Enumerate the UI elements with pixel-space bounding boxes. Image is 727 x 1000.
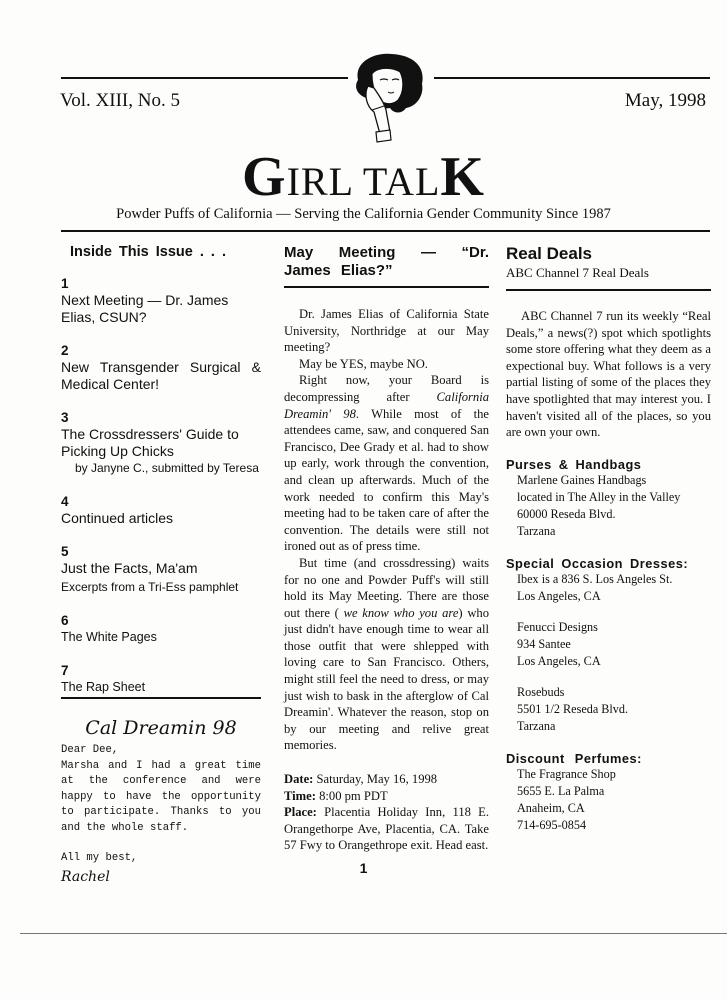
text-run: ) who just didn't have enough time to wear all those outfit that were shlepped with loving care to San Francisco. Others, might still feel the need to dress, or may just wish to bask in the afterglow of Cal Dreamin'. Whatever the reason, stop on by our meeting and relive great memories. [284, 605, 490, 753]
store-address: 5501 1/2 Reseda Blvd. [517, 701, 629, 716]
section-heading-purses: Purses & Handbags [506, 456, 642, 472]
meeting-paragraph: May be YES, maybe NO. [299, 356, 428, 371]
toc-item[interactable] [61, 662, 261, 699]
masthead-title [0, 145, 727, 209]
letter-body: Marsha and I had a great time at the conference and were happy to have the opportunity to participate. Thanks to you and the whole staff. [61, 759, 261, 834]
toc-heading: Inside This Issue . . . [70, 244, 227, 260]
store-city: Tarzana [517, 718, 556, 733]
masthead-tal: TAL [362, 159, 441, 204]
page-bottom-rule [20, 933, 727, 934]
toc-title: The White Pages [61, 630, 157, 644]
toc-item[interactable] [61, 409, 261, 477]
listing-purses [506, 472, 711, 540]
real-deals-article [506, 244, 711, 834]
listing-dresses [506, 571, 711, 735]
event-name-italic: California Dreamin' 98 [284, 389, 489, 421]
meeting-paragraph [284, 372, 489, 555]
logo-woman-telephone-icon [346, 50, 436, 144]
aside-italic: we know who you are [343, 605, 459, 620]
listing-perfumes [506, 766, 711, 834]
real-deals-header [506, 244, 711, 291]
place-value: Placentia Holiday Inn, 118 E. Orangethorpe Ave, Placentia, CA. Take 57 Fwy to Orangethrope exit. Head east. [284, 805, 489, 853]
toc-title: The Crossdressers' Guide to Picking Up Chicks [61, 426, 239, 459]
toc-item[interactable] [61, 493, 261, 527]
toc-item[interactable] [61, 612, 261, 646]
meeting-paragraph [284, 555, 489, 754]
letter-closing: All my best, [61, 852, 138, 864]
masthead-space [353, 159, 363, 204]
toc-item[interactable] [61, 543, 261, 596]
store-name: Marlene Gaines Handbags [517, 472, 647, 487]
real-deals-intro: ABC Channel 7 run its weekly “Real Deals,” a news(?) spot which spotlights some store offering what they deem as a expectional buy. What follows is a very partial listing of some of the places they have spotlighted that may interest you. I haven't visited all of the places, so you are own your own. [506, 309, 711, 440]
letter-salutation: Dear Dee, [61, 744, 119, 756]
page-number: 1 [359, 860, 368, 876]
toc-subtitle: Excerpts from a Tri-Ess pamphlet [61, 580, 239, 594]
time-label: Time: [284, 788, 316, 803]
toc-title: Just the Facts, Ma'am [61, 560, 198, 576]
toc-page-number: 3 [61, 410, 69, 425]
place-label: Place: [284, 805, 317, 820]
toc-title: Next Meeting — Dr. James Elias, CSUN? [61, 292, 229, 325]
meeting-body [284, 306, 489, 854]
date-label: Date: [284, 772, 314, 787]
masthead-rule [61, 230, 710, 232]
text-run: But time (and crossdressing) waits for no one and Powder Puff's will still hold its May Meeting. There are those out there ( [284, 555, 489, 620]
store-address: 5655 E. La Palma [517, 783, 605, 798]
date-value: Saturday, May 16, 1998 [313, 772, 438, 787]
toc-page-number: 7 [61, 663, 69, 678]
meeting-time [284, 788, 489, 805]
meeting-article [284, 244, 489, 854]
meeting-date [284, 771, 489, 788]
store-city: Los Angeles, CA [517, 588, 601, 603]
toc-byline: by Janyne C., submitted by Teresa [75, 461, 259, 475]
toc-title: Continued articles [61, 510, 174, 526]
meeting-place [284, 804, 489, 854]
toc-page-number: 2 [61, 343, 69, 358]
real-deals-subtitle: ABC Channel 7 Real Deals [506, 265, 649, 280]
letter-title: Cal Dreamin 98 [85, 717, 237, 739]
toc-item[interactable] [61, 275, 261, 326]
store-name: Rosebuds [517, 684, 565, 699]
store-name: The Fragrance Shop [517, 766, 616, 781]
meeting-headline: May Meeting — “Dr. James Elias?” [284, 244, 489, 288]
text-run: . While most of the attendees came, saw, and conquered San Francisco, Dee Grady et al. had to show up early, work through the convention, and clean up afterwards. Much of the work needed to confirm this May's meeting had to be taken care of after the convention. The details were still not ironed out as of press time. [284, 406, 490, 554]
toc-page-number: 5 [61, 544, 69, 559]
meeting-paragraph: Dr. James Elias of California State University, Northridge at our May meeting? [284, 307, 489, 355]
masthead-letter-g: G [242, 146, 287, 208]
store-address: 934 Santee [517, 636, 571, 651]
toc-item[interactable] [61, 342, 261, 393]
store-phone: 714-695-0854 [517, 817, 587, 832]
toc-page-number: 6 [61, 613, 69, 628]
header-rule-left [61, 77, 348, 79]
letter-signature: Rachel [61, 868, 110, 885]
issue-date: May, 1998 [624, 90, 706, 111]
tagline: Powder Puffs of California — Serving the California Gender Community Since 1987 [116, 206, 611, 222]
store-city: Tarzana [517, 523, 556, 538]
toc-page-number: 4 [61, 494, 69, 509]
toc-title: New Transgender Surgical & Medical Center! [61, 359, 261, 392]
store-name: Fenucci Designs [517, 619, 598, 634]
store-address: Ibex is a 836 S. Los Angeles St. [517, 571, 673, 586]
section-heading-perfumes: Discount Perfumes: [506, 750, 642, 766]
volume-number: Vol. XIII, No. 5 [60, 90, 180, 111]
store-city: Anaheim, CA [517, 800, 585, 815]
header-rule-right [434, 77, 710, 79]
toc-title: The Rap Sheet [61, 680, 146, 694]
store-location: located in The Alley in the Valley [517, 489, 681, 504]
real-deals-title: Real Deals [506, 244, 592, 263]
real-deals-intro-wrap [506, 308, 711, 441]
toc-page-number: 1 [61, 276, 69, 291]
toc-column [61, 244, 261, 885]
text-run: Right now, your Board is decompressing after [284, 373, 489, 404]
store-city: Los Angeles, CA [517, 653, 601, 668]
store-address: 60000 Reseda Blvd. [517, 506, 616, 521]
section-heading-dresses: Special Occasion Dresses: [506, 555, 689, 571]
masthead-irl: IRL [286, 159, 353, 204]
time-value: 8:00 pm PDT [315, 788, 388, 803]
masthead-letter-k: K [440, 146, 485, 208]
